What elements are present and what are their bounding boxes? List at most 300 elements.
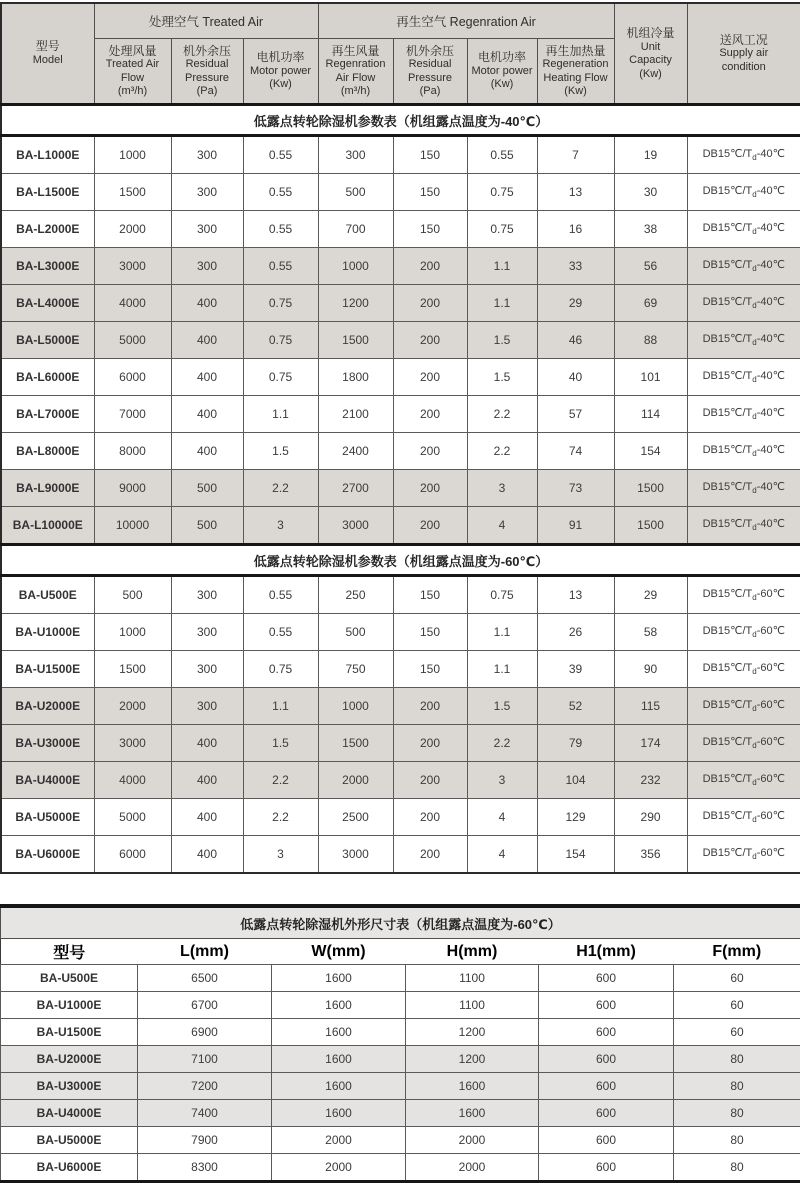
model-header-zh: 型号	[3, 39, 93, 54]
unit-capacity-en2: Capacity	[616, 54, 686, 67]
value-cell: 1.5	[243, 433, 318, 470]
value-cell: 750	[318, 651, 393, 688]
value-cell: 600	[539, 1154, 674, 1182]
supply-condition-cell: $DB15℃/T_d-60℃$	[687, 688, 800, 725]
value-cell: 150	[393, 211, 467, 248]
value-cell: 1600	[272, 992, 406, 1019]
supply-condition-cell: $DB15℃/T_d-40℃$	[687, 433, 800, 470]
unit-capacity-zh: 机组冷量	[616, 26, 686, 41]
value-cell: 2700	[318, 470, 393, 507]
treated-residual-pressure-header: 机外余压 Residual Pressure (Pa)	[171, 39, 243, 105]
value-cell: 1600	[272, 1073, 406, 1100]
value-cell: 154	[537, 836, 614, 874]
value-cell: 200	[393, 836, 467, 874]
model-cell: BA-U500E	[1, 576, 94, 614]
value-cell: 60	[674, 965, 800, 992]
value-cell: 1500	[614, 507, 687, 545]
value-cell: 6000	[94, 836, 171, 874]
supply-condition-cell: $DB15℃/T_d-40℃$	[687, 359, 800, 396]
dim-row	[1, 1127, 800, 1154]
value-cell: 2000	[406, 1127, 539, 1154]
value-cell: 88	[614, 322, 687, 359]
supply-condition-cell: $DB15℃/T_d-40℃$	[687, 174, 800, 211]
spec-table-body	[1, 105, 800, 874]
treated-air-group-header: 处理空气 Treated Air	[94, 3, 318, 39]
value-cell: 60	[674, 992, 800, 1019]
value-cell: 1.1	[243, 688, 318, 725]
value-cell: 600	[539, 1073, 674, 1100]
value-cell: 1600	[406, 1073, 539, 1100]
spec-row	[1, 433, 800, 470]
value-cell: 7200	[138, 1073, 272, 1100]
model-cell: BA-L1500E	[1, 174, 94, 211]
value-cell: 150	[393, 136, 467, 174]
model-cell: BA-U1000E	[1, 992, 138, 1019]
value-cell: 4	[467, 836, 537, 874]
value-cell: 400	[171, 836, 243, 874]
spec-row	[1, 507, 800, 545]
value-cell: 1600	[272, 1019, 406, 1046]
value-cell: 600	[539, 1019, 674, 1046]
dim-row	[1, 992, 800, 1019]
dim-row	[1, 1046, 800, 1073]
value-cell: 1.1	[467, 614, 537, 651]
value-cell: 1600	[272, 1100, 406, 1127]
value-cell: 1500	[94, 651, 171, 688]
value-cell: 1100	[406, 992, 539, 1019]
value-cell: 40	[537, 359, 614, 396]
value-cell: 600	[539, 1100, 674, 1127]
model-cell: BA-L8000E	[1, 433, 94, 470]
value-cell: 300	[171, 651, 243, 688]
dim-header-l: L(mm)	[138, 939, 272, 965]
dehumidifier-spec-table	[0, 2, 800, 874]
spec-row	[1, 359, 800, 396]
value-cell: 1600	[272, 1046, 406, 1073]
value-cell: 4	[467, 507, 537, 545]
value-cell: 1500	[318, 322, 393, 359]
value-cell: 56	[614, 248, 687, 285]
dim-row	[1, 1019, 800, 1046]
regeneration-air-group-header: 再生空气 Regenration Air	[318, 3, 614, 39]
supply-condition-cell: $DB15℃/T_d-40℃$	[687, 285, 800, 322]
value-cell: 115	[614, 688, 687, 725]
value-cell: 1000	[318, 688, 393, 725]
value-cell: 200	[393, 762, 467, 799]
value-cell: 73	[537, 470, 614, 507]
model-cell: BA-U2000E	[1, 1046, 138, 1073]
value-cell: 290	[614, 799, 687, 836]
value-cell: 0.75	[467, 211, 537, 248]
value-cell: 1.5	[243, 725, 318, 762]
model-cell: BA-U6000E	[1, 836, 94, 874]
value-cell: 5000	[94, 799, 171, 836]
section-title-row	[1, 105, 800, 136]
value-cell: 6700	[138, 992, 272, 1019]
value-cell: 1500	[94, 174, 171, 211]
dim-row	[1, 1154, 800, 1182]
regen-air-flow-header: 再生风量 Regenration Air Flow (m³/h)	[318, 39, 393, 105]
value-cell: 69	[614, 285, 687, 322]
value-cell: 3	[467, 762, 537, 799]
model-header-en: Model	[3, 54, 93, 67]
value-cell: 200	[393, 507, 467, 545]
supply-air-column-header	[687, 3, 800, 105]
value-cell: 1.5	[467, 359, 537, 396]
section-title: 低露点转轮除湿机参数表（机组露点温度为-40℃）	[1, 105, 800, 136]
dimensions-table-head	[1, 906, 800, 965]
value-cell: 500	[94, 576, 171, 614]
value-cell: 150	[393, 174, 467, 211]
spec-row	[1, 651, 800, 688]
value-cell: 2400	[318, 433, 393, 470]
value-cell: 0.75	[243, 285, 318, 322]
supply-condition-cell: $DB15℃/T_d-40℃$	[687, 470, 800, 507]
model-cell: BA-L10000E	[1, 507, 94, 545]
value-cell: 60	[674, 1019, 800, 1046]
value-cell: 232	[614, 762, 687, 799]
value-cell: 0.55	[243, 211, 318, 248]
value-cell: 46	[537, 322, 614, 359]
value-cell: 1500	[318, 725, 393, 762]
model-cell: BA-L9000E	[1, 470, 94, 507]
value-cell: 4000	[94, 762, 171, 799]
value-cell: 3000	[318, 507, 393, 545]
value-cell: 104	[537, 762, 614, 799]
regen-heating-flow-header: 再生加热量 Regeneration Heating Flow (Kw)	[537, 39, 614, 105]
value-cell: 200	[393, 285, 467, 322]
value-cell: 600	[539, 1127, 674, 1154]
value-cell: 1800	[318, 359, 393, 396]
value-cell: 90	[614, 651, 687, 688]
model-cell: BA-U2000E	[1, 688, 94, 725]
value-cell: 1000	[94, 614, 171, 651]
value-cell: 8300	[138, 1154, 272, 1182]
supply-condition-cell: $DB15℃/T_d-60℃$	[687, 799, 800, 836]
value-cell: 200	[393, 725, 467, 762]
value-cell: 29	[537, 285, 614, 322]
spec-row	[1, 470, 800, 507]
value-cell: 26	[537, 614, 614, 651]
model-cell: BA-L4000E	[1, 285, 94, 322]
supply-condition-cell: $DB15℃/T_d-40℃$	[687, 248, 800, 285]
section-title: 低露点转轮除湿机参数表（机组露点温度为-60℃）	[1, 545, 800, 576]
spec-row	[1, 688, 800, 725]
value-cell: 300	[171, 688, 243, 725]
value-cell: 600	[539, 965, 674, 992]
value-cell: 500	[318, 174, 393, 211]
value-cell: 200	[393, 248, 467, 285]
dim-header-w: W(mm)	[272, 939, 406, 965]
value-cell: 7100	[138, 1046, 272, 1073]
value-cell: 101	[614, 359, 687, 396]
value-cell: 0.75	[467, 576, 537, 614]
spec-row	[1, 285, 800, 322]
value-cell: 19	[614, 136, 687, 174]
value-cell: 174	[614, 725, 687, 762]
value-cell: 7900	[138, 1127, 272, 1154]
dimensions-table-body	[1, 965, 800, 1182]
model-cell: BA-U3000E	[1, 1073, 138, 1100]
value-cell: 29	[614, 576, 687, 614]
value-cell: 7400	[138, 1100, 272, 1127]
treated-motor-power-header: 电机功率 Motor power (Kw)	[243, 39, 318, 105]
value-cell: 2.2	[243, 470, 318, 507]
value-cell: 80	[674, 1100, 800, 1127]
value-cell: 400	[171, 396, 243, 433]
value-cell: 0.75	[467, 174, 537, 211]
spec-row	[1, 725, 800, 762]
supply-condition-cell: $DB15℃/T_d-40℃$	[687, 322, 800, 359]
model-cell: BA-U1500E	[1, 651, 94, 688]
spec-row	[1, 396, 800, 433]
treated-air-flow-header: 处理风量 Treated Air Flow (m³/h)	[94, 39, 171, 105]
value-cell: 10000	[94, 507, 171, 545]
value-cell: 8000	[94, 433, 171, 470]
spec-row	[1, 762, 800, 799]
value-cell: 80	[674, 1127, 800, 1154]
value-cell: 0.55	[467, 136, 537, 174]
value-cell: 6000	[94, 359, 171, 396]
value-cell: 1.1	[467, 651, 537, 688]
value-cell: 13	[537, 174, 614, 211]
spec-row	[1, 248, 800, 285]
value-cell: 2.2	[467, 396, 537, 433]
value-cell: 1.1	[467, 285, 537, 322]
value-cell: 3	[243, 836, 318, 874]
value-cell: 300	[171, 576, 243, 614]
dim-table-title: 低露点转轮除湿机外形尺寸表（机组露点温度为-60℃）	[1, 906, 800, 939]
value-cell: 79	[537, 725, 614, 762]
value-cell: 3000	[318, 836, 393, 874]
value-cell: 200	[393, 688, 467, 725]
value-cell: 129	[537, 799, 614, 836]
value-cell: 39	[537, 651, 614, 688]
supply-air-en2: condition	[689, 61, 800, 74]
value-cell: 13	[537, 576, 614, 614]
supply-condition-cell: $DB15℃/T_d-60℃$	[687, 651, 800, 688]
value-cell: 57	[537, 396, 614, 433]
value-cell: 200	[393, 470, 467, 507]
unit-capacity-unit: (Kw)	[616, 68, 686, 81]
value-cell: 700	[318, 211, 393, 248]
value-cell: 300	[171, 248, 243, 285]
spec-header-group-row	[1, 3, 800, 39]
model-cell: BA-L6000E	[1, 359, 94, 396]
dim-row	[1, 1073, 800, 1100]
value-cell: 1600	[406, 1100, 539, 1127]
value-cell: 1.5	[467, 688, 537, 725]
value-cell: 2.2	[467, 725, 537, 762]
value-cell: 80	[674, 1073, 800, 1100]
value-cell: 2000	[272, 1127, 406, 1154]
spec-row	[1, 211, 800, 248]
model-column-header	[1, 3, 94, 105]
value-cell: 300	[171, 136, 243, 174]
supply-condition-cell: $DB15℃/T_d-40℃$	[687, 136, 800, 174]
value-cell: 1600	[272, 965, 406, 992]
supply-air-en1: Supply air	[689, 47, 800, 60]
value-cell: 1.1	[243, 396, 318, 433]
value-cell: 2000	[94, 211, 171, 248]
supply-condition-cell: $DB15℃/T_d-60℃$	[687, 725, 800, 762]
dim-row	[1, 1100, 800, 1127]
value-cell: 200	[393, 359, 467, 396]
value-cell: 114	[614, 396, 687, 433]
value-cell: 200	[393, 322, 467, 359]
value-cell: 3	[467, 470, 537, 507]
value-cell: 500	[171, 507, 243, 545]
value-cell: 300	[171, 211, 243, 248]
value-cell: 1000	[318, 248, 393, 285]
value-cell: 1200	[406, 1046, 539, 1073]
value-cell: 2000	[318, 762, 393, 799]
value-cell: 6900	[138, 1019, 272, 1046]
value-cell: 58	[614, 614, 687, 651]
value-cell: 1200	[318, 285, 393, 322]
value-cell: 400	[171, 433, 243, 470]
value-cell: 2000	[94, 688, 171, 725]
supply-condition-cell: $DB15℃/T_d-40℃$	[687, 396, 800, 433]
value-cell: 356	[614, 836, 687, 874]
value-cell: 2000	[406, 1154, 539, 1182]
value-cell: 200	[393, 433, 467, 470]
model-cell: BA-U500E	[1, 965, 138, 992]
value-cell: 3	[243, 507, 318, 545]
value-cell: 0.55	[243, 136, 318, 174]
value-cell: 16	[537, 211, 614, 248]
value-cell: 600	[539, 1046, 674, 1073]
section-title-row	[1, 545, 800, 576]
spec-row	[1, 799, 800, 836]
value-cell: 2.2	[243, 799, 318, 836]
value-cell: 1200	[406, 1019, 539, 1046]
model-cell: BA-L2000E	[1, 211, 94, 248]
model-cell: BA-U5000E	[1, 1127, 138, 1154]
value-cell: 4000	[94, 285, 171, 322]
value-cell: 1100	[406, 965, 539, 992]
value-cell: 91	[537, 507, 614, 545]
value-cell: 0.75	[243, 651, 318, 688]
spec-row	[1, 614, 800, 651]
model-cell: BA-U1000E	[1, 614, 94, 651]
model-cell: BA-L3000E	[1, 248, 94, 285]
supply-condition-cell: $DB15℃/T_d-40℃$	[687, 211, 800, 248]
value-cell: 80	[674, 1154, 800, 1182]
regen-motor-power-header: 电机功率 Motor power (Kw)	[467, 39, 537, 105]
supply-condition-cell: $DB15℃/T_d-40℃$	[687, 507, 800, 545]
value-cell: 3000	[94, 248, 171, 285]
value-cell: 400	[171, 762, 243, 799]
value-cell: 3000	[94, 725, 171, 762]
value-cell: 300	[171, 614, 243, 651]
value-cell: 7	[537, 136, 614, 174]
dimensions-table	[0, 904, 800, 1183]
supply-condition-cell: $DB15℃/T_d-60℃$	[687, 576, 800, 614]
value-cell: 30	[614, 174, 687, 211]
value-cell: 400	[171, 322, 243, 359]
value-cell: 2500	[318, 799, 393, 836]
value-cell: 2000	[272, 1154, 406, 1182]
value-cell: 80	[674, 1046, 800, 1073]
dim-header-h1: H1(mm)	[539, 939, 674, 965]
dim-row	[1, 965, 800, 992]
value-cell: 300	[171, 174, 243, 211]
value-cell: 600	[539, 992, 674, 1019]
value-cell: 150	[393, 614, 467, 651]
model-cell: BA-L5000E	[1, 322, 94, 359]
value-cell: 500	[171, 470, 243, 507]
supply-air-zh: 送风工况	[689, 33, 800, 48]
spec-row	[1, 174, 800, 211]
value-cell: 4	[467, 799, 537, 836]
value-cell: 6500	[138, 965, 272, 992]
value-cell: 7000	[94, 396, 171, 433]
model-cell: BA-U4000E	[1, 1100, 138, 1127]
value-cell: 150	[393, 576, 467, 614]
value-cell: 2.2	[467, 433, 537, 470]
value-cell: 0.55	[243, 576, 318, 614]
value-cell: 0.55	[243, 248, 318, 285]
value-cell: 38	[614, 211, 687, 248]
value-cell: 300	[318, 136, 393, 174]
value-cell: 154	[614, 433, 687, 470]
value-cell: 1.5	[467, 322, 537, 359]
supply-condition-cell: $DB15℃/T_d-60℃$	[687, 836, 800, 874]
spec-row	[1, 836, 800, 874]
value-cell: 400	[171, 725, 243, 762]
value-cell: 74	[537, 433, 614, 470]
supply-condition-cell: $DB15℃/T_d-60℃$	[687, 614, 800, 651]
unit-capacity-column-header	[614, 3, 687, 105]
dim-header-h: H(mm)	[406, 939, 539, 965]
dim-header-model: 型号	[1, 939, 138, 965]
spec-row	[1, 322, 800, 359]
value-cell: 33	[537, 248, 614, 285]
value-cell: 250	[318, 576, 393, 614]
supply-condition-cell: $DB15℃/T_d-60℃$	[687, 762, 800, 799]
regen-residual-pressure-header: 机外余压 Residual Pressure (Pa)	[393, 39, 467, 105]
value-cell: 2.2	[243, 762, 318, 799]
value-cell: 0.55	[243, 174, 318, 211]
dim-header-f: F(mm)	[674, 939, 800, 965]
value-cell: 52	[537, 688, 614, 725]
model-cell: BA-L1000E	[1, 136, 94, 174]
value-cell: 400	[171, 359, 243, 396]
model-cell: BA-U4000E	[1, 762, 94, 799]
model-cell: BA-U1500E	[1, 1019, 138, 1046]
value-cell: 1000	[94, 136, 171, 174]
value-cell: 0.55	[243, 614, 318, 651]
value-cell: 5000	[94, 322, 171, 359]
value-cell: 0.75	[243, 322, 318, 359]
value-cell: 150	[393, 651, 467, 688]
value-cell: 400	[171, 799, 243, 836]
value-cell: 1.1	[467, 248, 537, 285]
value-cell: 2100	[318, 396, 393, 433]
value-cell: 9000	[94, 470, 171, 507]
value-cell: 200	[393, 799, 467, 836]
value-cell: 200	[393, 396, 467, 433]
model-cell: BA-U5000E	[1, 799, 94, 836]
spec-row	[1, 136, 800, 174]
value-cell: 500	[318, 614, 393, 651]
unit-capacity-en1: Unit	[616, 41, 686, 54]
value-cell: 400	[171, 285, 243, 322]
dim-header-row	[1, 939, 800, 965]
dim-title-row	[1, 906, 800, 939]
spec-row	[1, 576, 800, 614]
